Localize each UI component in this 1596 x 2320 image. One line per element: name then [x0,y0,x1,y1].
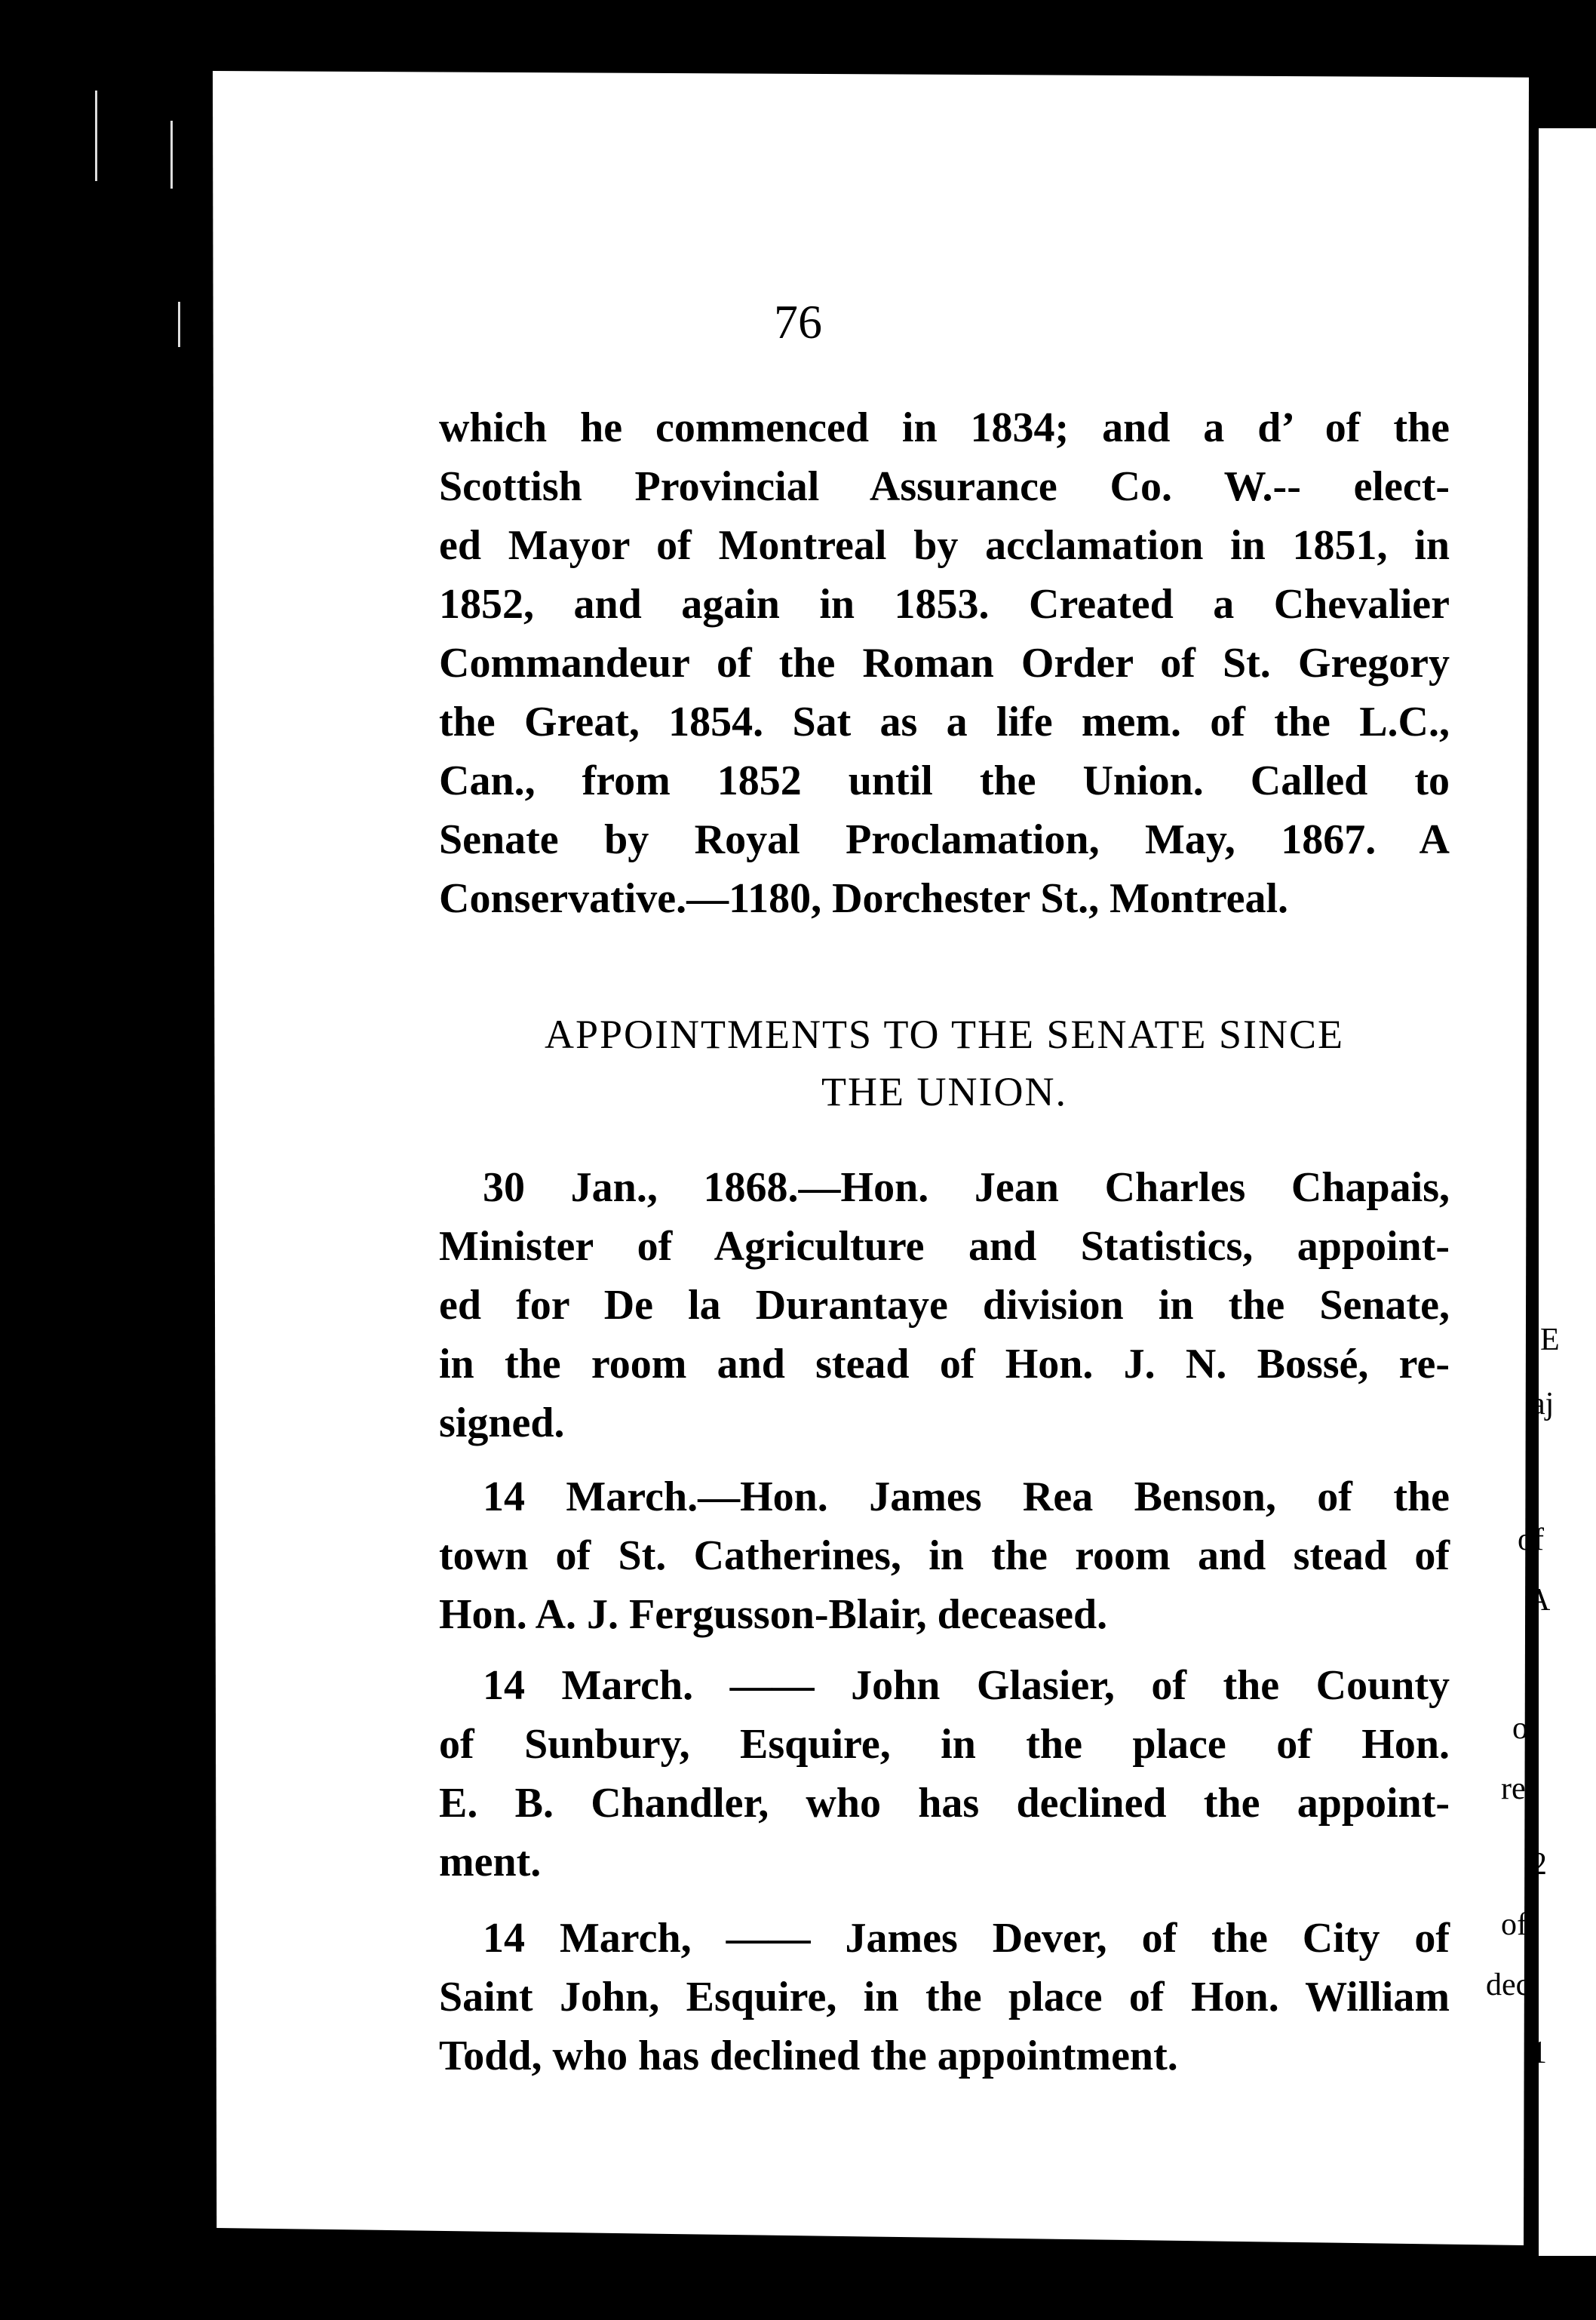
text-line: the Great, 1854. Sat as a life mem. of the L.C., [439,699,1450,745]
text-line: Can., from 1852 until the Union. Called to [439,757,1450,804]
adjacent-fragment: of [1518,1523,1544,1557]
text-line: 1852, and again in 1853. Created a Chevalier [439,581,1450,628]
text-line: E. B. Chandler, who has declined the appoint- [439,1780,1450,1827]
adjacent-fragment: res [1501,1771,1538,1806]
appointment-entry [439,1467,1450,1644]
text-line: Commandeur of the Roman Order of St. Gregory [439,640,1450,687]
appointment-entry [439,1656,1450,1891]
text-line: 14 March. —— John Glasier, of the County [483,1662,1450,1709]
adjacent-fragment: of [1512,1711,1539,1746]
adjacent-fragment: aj [1531,1387,1555,1421]
text-line: 14 March.—Hon. James Rea Benson, of the [483,1473,1450,1520]
appointment-entry [439,1158,1450,1452]
text-line: signed. [439,1400,565,1446]
text-line: ment. [439,1839,542,1885]
adjacent-fragment: 1 [1531,2036,1547,2070]
adjacent-fragment: dec [1486,1968,1530,2002]
adjacent-fragment: of [1501,1907,1527,1942]
text-line: Scottish Provincial Assurance Co. W.-- elect- [439,463,1450,510]
text-line: ed for De la Durantaye division in the Senate, [439,1282,1450,1329]
text-line: Senate by Royal Proclamation, May, 1867. A [439,816,1450,863]
text-line: Conservative.—1180, Dorchester St., Montreal. [439,875,1289,922]
text-line: ed Mayor of Montreal by acclamation in 1851, in [439,522,1450,569]
heading-line: THE UNION. [821,1069,1067,1114]
text-line: of Sunbury, Esquire, in the place of Hon. [439,1721,1450,1768]
text-line: 14 March, —— James Dever, of the City of [483,1915,1450,1962]
section-heading [439,1006,1450,1120]
scan-artifact [95,91,97,181]
adjacent-fragment: E [1540,1323,1560,1357]
scan-artifact [170,121,173,189]
text-line: Saint John, Esquire, in the place of Hon. William [439,1974,1450,2020]
adjacent-fragment: 2 [1531,1847,1547,1882]
biography-continuation [439,398,1450,928]
adjacent-fragment: ( [1548,1187,1558,1221]
text-line: town of St. Catherines, in the room and stead of [439,1532,1450,1579]
adjacent-fragment: A [1527,1583,1551,1618]
adjacent-fragment: T [1548,1123,1567,1157]
text-line: in the room and stead of Hon. J. N. Bossé, re- [439,1341,1450,1387]
text-line: 30 Jan., 1868.—Hon. Jean Charles Chapais, [483,1164,1450,1211]
heading-line: APPOINTMENTS TO THE SENATE SINCE [544,1012,1345,1057]
text-line: Minister of Agriculture and Statistics, appoint- [439,1223,1450,1270]
text-line: Todd, who has declined the appointment. [439,2033,1178,2079]
page-number: 76 [774,295,822,349]
text-line: which he commenced in 1834; and a d’ of the [439,404,1450,451]
appointment-entry [439,1909,1450,2085]
text-line: Hon. A. J. Fergusson-Blair, deceased. [439,1591,1108,1638]
